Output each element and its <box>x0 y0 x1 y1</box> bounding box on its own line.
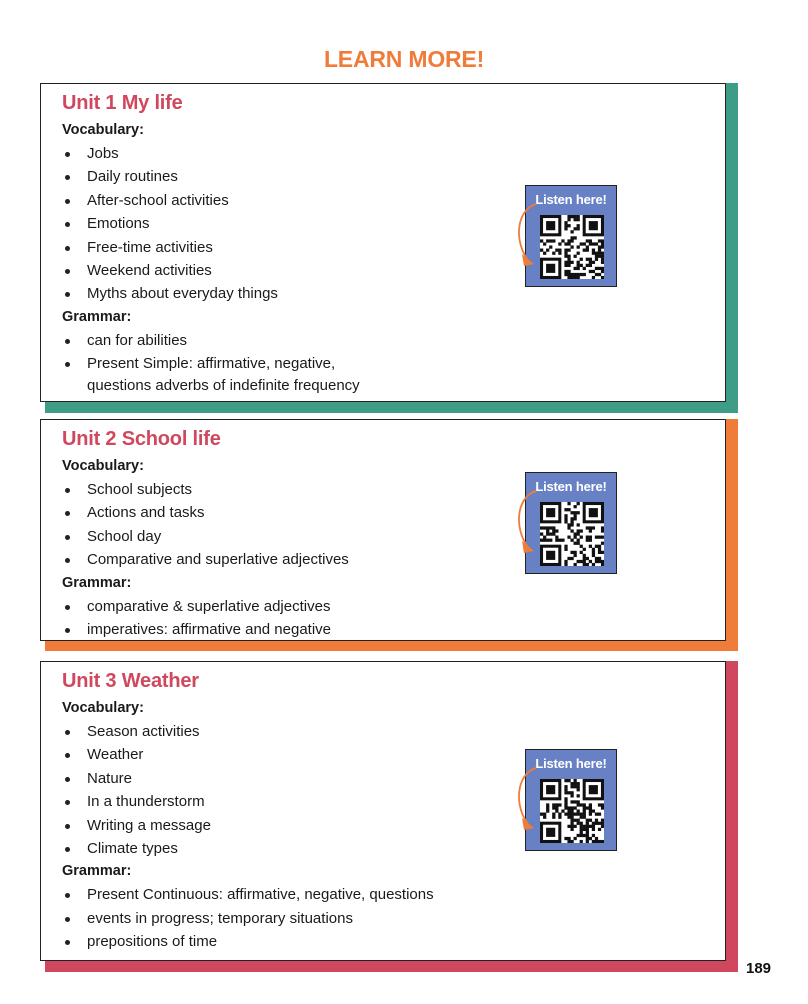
grammar-label: Grammar: <box>62 863 132 880</box>
unit-title: Unit 3 Weather <box>62 670 199 692</box>
vocabulary-label: Vocabulary: <box>62 700 144 716</box>
unit-1-section <box>40 83 738 413</box>
grammar-list <box>62 329 705 396</box>
list-item: Season activities <box>62 720 705 743</box>
list-item: imperatives: affirmative and negative <box>62 618 705 641</box>
curved-arrow-icon <box>512 766 538 830</box>
list-item: Comparative and superlative adjectives <box>62 548 705 571</box>
list-item: Present Simple: affirmative, negative, questions adverbs of indefinite frequency <box>62 352 705 395</box>
listen-here-button[interactable] <box>525 185 617 287</box>
list-item: Jobs <box>62 142 705 165</box>
list-item: events in progress; temporary situations <box>62 907 705 930</box>
list-item: Emotions <box>62 212 705 235</box>
list-item: Nature <box>62 767 705 790</box>
list-item: Writing a message <box>62 814 705 837</box>
list-item: Free-time activities <box>62 236 705 259</box>
list-item: Myths about everyday things <box>62 282 705 305</box>
curved-arrow-icon <box>512 489 538 553</box>
list-item: Weekend activities <box>62 259 705 282</box>
unit-title: Unit 2 School life <box>62 428 221 450</box>
grammar-label: Grammar: <box>62 308 132 325</box>
listen-label: Listen here! <box>535 479 607 494</box>
listen-label: Listen here! <box>535 756 607 771</box>
unit-2-card <box>40 419 726 641</box>
list-item: Climate types <box>62 837 705 860</box>
unit-3-section <box>40 661 738 972</box>
page-number: 189 <box>746 960 772 977</box>
page-title: LEARN MORE! <box>323 46 485 72</box>
list-item: Present Continuous: affirmative, negative, questions <box>62 883 705 906</box>
qr-code-icon[interactable] <box>540 215 604 279</box>
list-item: Daily routines <box>62 165 705 188</box>
unit-2-section <box>40 419 738 651</box>
list-item: prepositions of time <box>62 930 705 953</box>
list-item: School day <box>62 525 705 548</box>
listen-here-button[interactable] <box>525 472 617 574</box>
list-item: Actions and tasks <box>62 501 705 524</box>
list-item: Weather <box>62 743 705 766</box>
list-item: can for abilities <box>62 329 705 352</box>
grammar-label: Grammar: <box>62 574 132 591</box>
unit-1-card <box>40 83 726 402</box>
qr-code-icon[interactable] <box>540 502 604 566</box>
listen-label: Listen here! <box>535 192 607 207</box>
vocabulary-label: Vocabulary: <box>62 458 144 474</box>
grammar-list <box>62 595 705 642</box>
listen-here-button[interactable] <box>525 749 617 851</box>
vocabulary-label: Vocabulary: <box>62 122 144 138</box>
list-item: After-school activities <box>62 189 705 212</box>
qr-code-icon[interactable] <box>540 779 604 843</box>
unit-title: Unit 1 My life <box>62 92 183 114</box>
unit-3-card <box>40 661 726 961</box>
list-item: School subjects <box>62 478 705 501</box>
list-item: In a thunderstorm <box>62 790 705 813</box>
list-item: comparative & superlative adjectives <box>62 595 705 618</box>
curved-arrow-icon <box>512 202 538 266</box>
grammar-list <box>62 883 705 953</box>
